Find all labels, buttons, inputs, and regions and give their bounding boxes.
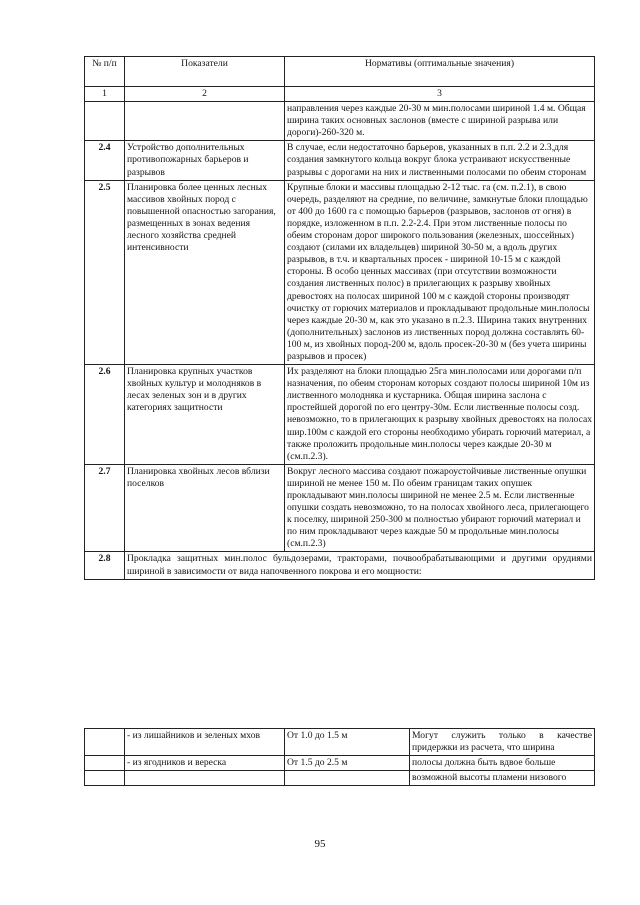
row-number: 2.8 [85,552,125,579]
table-row [85,180,595,364]
row-indicator [125,102,285,141]
table-header-row [85,57,595,87]
header-norms: Нормативы (оптимальные значения) [285,57,595,87]
row-number: 2.7 [85,464,125,552]
sub-empty-cell [85,729,125,756]
sub-row [85,756,595,771]
table-row [85,141,595,180]
row-description: Прокладка защитных мин.полос бульдозерами, тракторами, почвообрабатывающими и другими орудиями шириной в зависимости от вида напочвенного покрова и его мощности: [125,552,595,579]
page-number: 95 [314,838,326,850]
column-number-3: 3 [285,87,595,102]
column-number-row [85,87,595,102]
row-norm: Их разделяют на блоки площадью 25га мин.полосами или дорогами п/п назначения, по обеим сторонам которых создают полосы шириной 10м из лиственного молодняка и кустарника. Общая ширина заслона с простейшей дорогой по его центру-30м. Если лиственные полосы созд. невозможно, то в прилегающих к разрыву хвойных древостоях на полосах шир.100м с каждой его стороны необходимо убирать горючий материал, а также проложить продольные мин.полосы через каждые 20-30 м (см.п.2.3). [285,365,595,465]
header-number: № п/п [85,57,125,87]
sub-note: полосы должна быть вдвое больше [410,756,595,771]
sub-cover [125,771,285,786]
row-indicator: Планировка крупных участков хвойных культур и молодняков в лесах зеленых зон и в других категориях защитности [125,365,285,465]
table-row [85,552,595,579]
sub-width [285,771,410,786]
sub-row [85,729,595,756]
row-indicator: Устройство дополнительных противопожарных барьеров и разрывов [125,141,285,180]
row-number: 2.4 [85,141,125,180]
column-number-2: 2 [125,87,285,102]
sub-note: Могут служить только в качестве придержки из расчета, что ширина [410,729,595,756]
norms-table [84,56,595,580]
sub-width: От 1.5 до 2.5 м [285,756,410,771]
sub-empty-cell [85,771,125,786]
table-row [85,464,595,552]
row-number: 2.5 [85,180,125,364]
row-norm: направления через каждые 20-30 м мин.полосами шириной 1.4 м. Общая ширина таких основных заслонов (вместе с шириной разрыва или дороги)-260-320 м. [285,102,595,141]
sub-note: возможной высоты пламени низового [410,771,595,786]
table-row [85,102,595,141]
row-indicator: Планировка более ценных лесных массивов хвойных пород с повышенной опасностью загорания, размещенных в зонах ведения лесного хозяйства средней интенсивности [125,180,285,364]
row-indicator: Планировка хвойных лесов вблизи поселков [125,464,285,552]
row-number: 2.6 [85,365,125,465]
sub-cover: - из лишайников и зеленых мхов [125,729,285,756]
sub-row [85,771,595,786]
header-indicators: Показатели [125,57,285,87]
sub-empty-cell [85,756,125,771]
row-norm: Вокруг лесного массива создают пожароустойчивые лиственные опушки шириной не менее 150 м. По обеим границам таких опушек прокладывают мин.полосы шириной не менее 2.5 м. Если лиственные опушки создать невозможно, то на полосах хвойного леса, прилегающего к поселку, шириной 250-300 м полностью убирают горючий материал и по ним прокладывают через каждые 50 м продольные мин.полосы (см.п.2.3) [285,464,595,552]
row-number [85,102,125,141]
column-number-1: 1 [85,87,125,102]
row-norm: Крупные блоки и массивы площадью 2-12 тыс. га (см. п.2.1), в свою очередь, разделяют на средние, по величине, замкнутые блоки площадью от 400 до 1600 га с помощью барьеров (разрывов, заслонов от огня) в порядке, изложенном в п.п. 2.2-2.4. При этом лиственные полосы по обеим сторонам дорог широкого пользования (железных, шоссейных) создают (силами их владельцев) шириной 30-50 м, а вдоль других разрывов, в т.ч. и квартальных просек - шириной 10-15 м с каждой стороны. В особо ценных массивах (при отсутствии возможности создания лиственных полос) в прилегающих к разрыву хвойных древостоях на полосах шириной 100 м с каждой стороны производят очистку от горючих материалов и прокладывают продольные мин.полосы через каждые 20-30 м, как это указано в п.2.3. Ширина таких внутренних (дополнительных) заслонов из лиственных пород должна составлять 60-100 м, из хвойных пород-200 м, вдоль просек-20-30 м (без учета ширины разрывов и просек) [285,180,595,364]
sub-cover: - из ягодников и вереска [125,756,285,771]
sub-width: От 1.0 до 1.5 м [285,729,410,756]
subtable [84,728,595,786]
table-row [85,365,595,465]
row-norm: В случае, если недостаточно барьеров, указанных в п.п. 2.2 и 2.3,для создания замкнутого кольца вокруг блока устраивают искусственные разрывы с дорогами на них и лиственными полосами по обеим сторонам [285,141,595,180]
